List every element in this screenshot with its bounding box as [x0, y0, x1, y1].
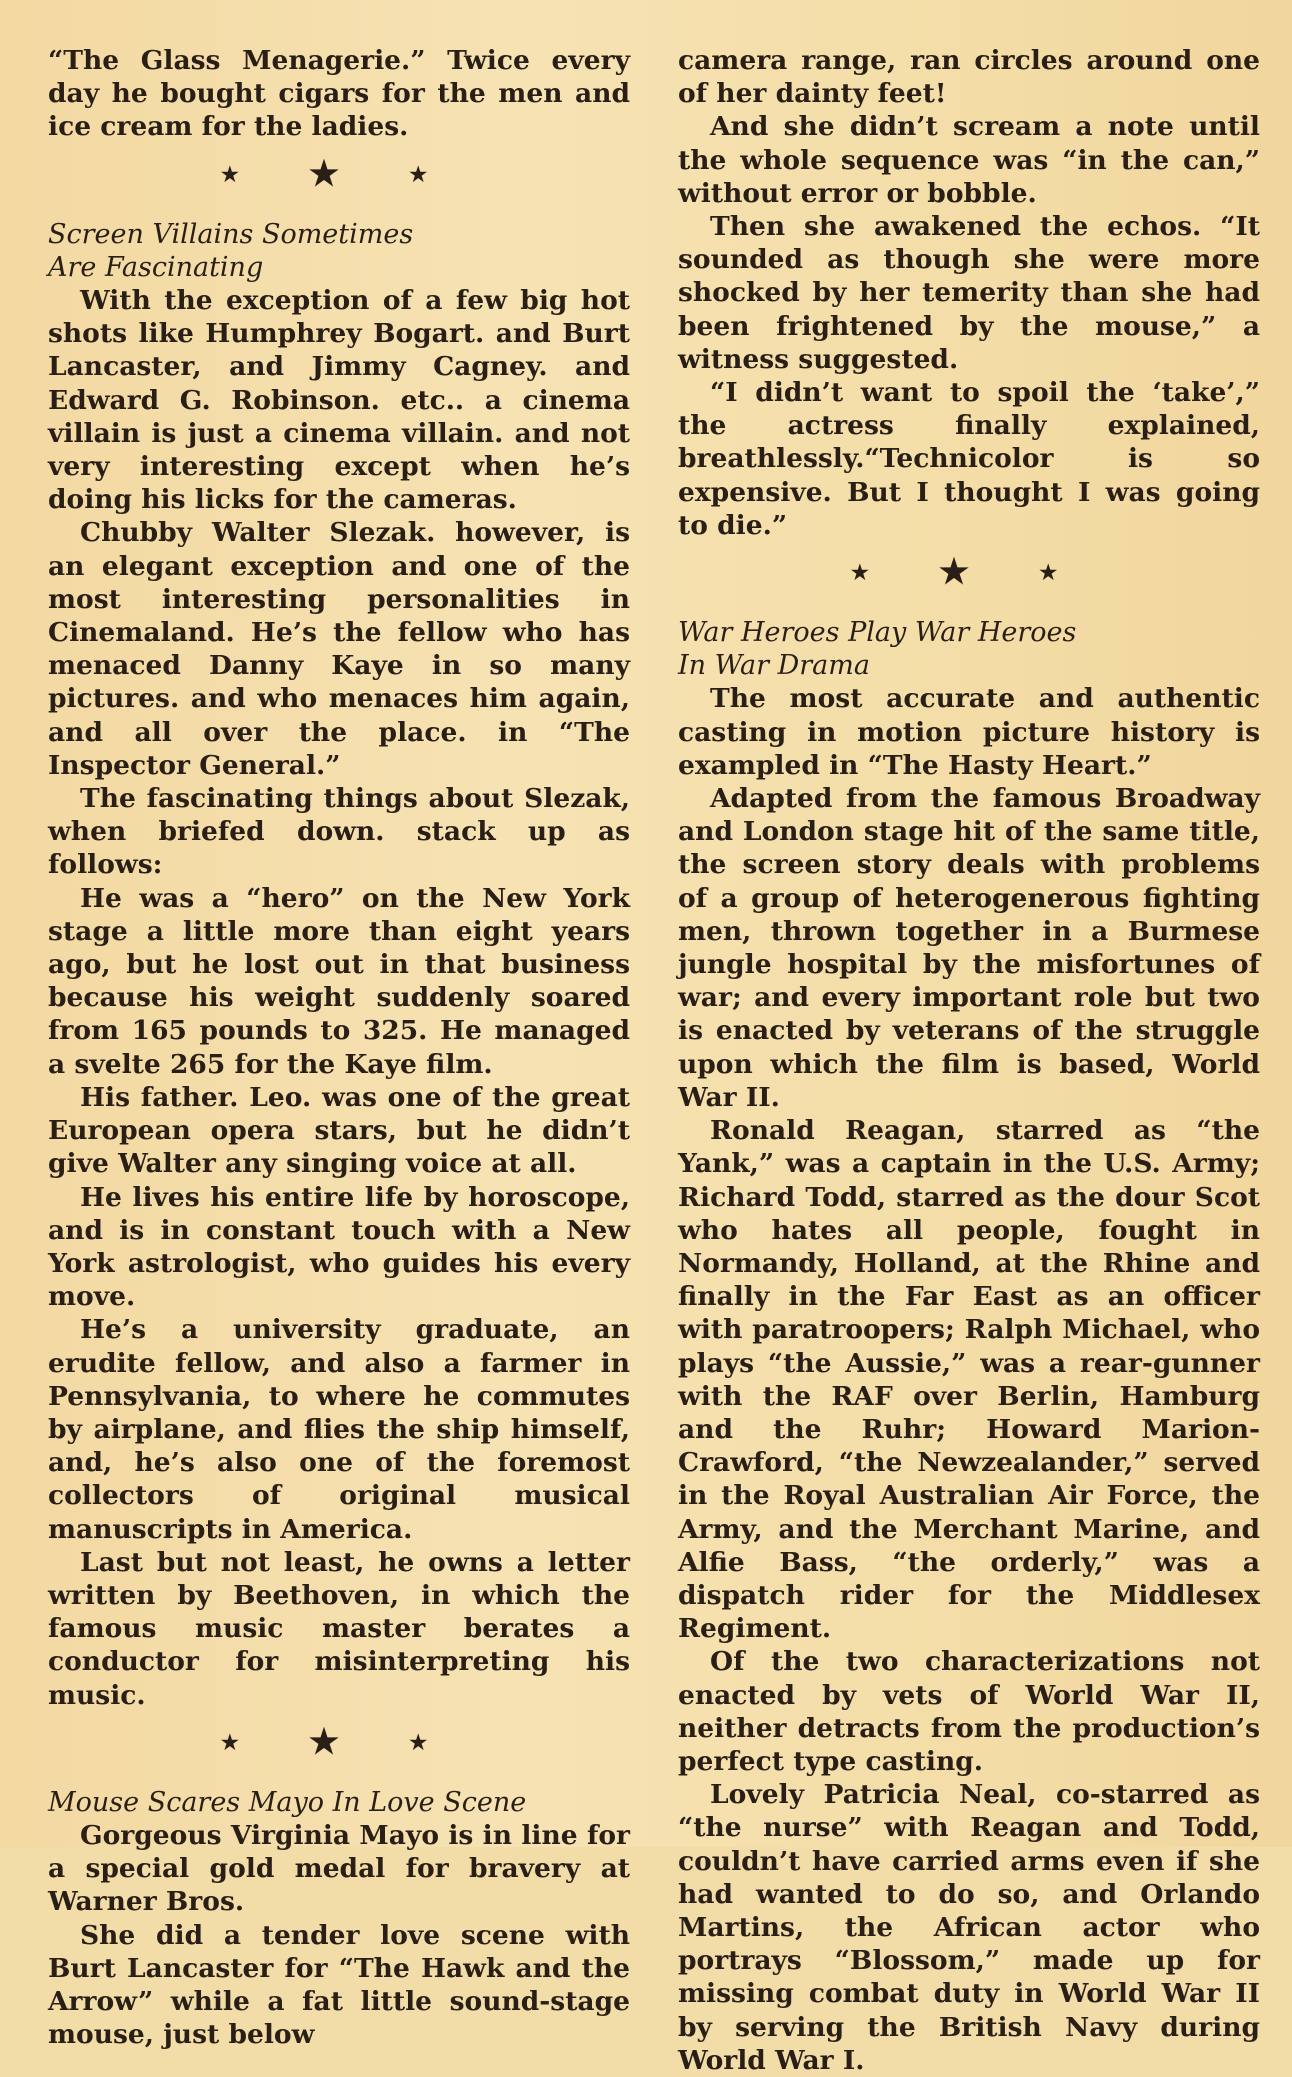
paragraph: He was a “hero” on the New York stage a little more than eight years ago, but he lost out in that business because his weight suddenly soared from 165 pounds to 325. He managed a svelte 265 for the Kaye film.	[48, 882, 630, 1080]
paragraph: The most accurate and authentic casting in motion picture history is exampled in “The Hasty Heart.”	[678, 683, 1260, 781]
heading-line: Are Fascinating	[48, 251, 264, 283]
paragraph: Last but not least, he owns a letter written by Beethoven, in which the famous music master berates a conductor for misinterpreting his music.	[48, 1546, 630, 1711]
star-icon: ★	[409, 1730, 428, 1755]
section-divider-3	[678, 552, 1260, 593]
paragraph: Adapted from the famous Broadway and London stage hit of the same title, the screen story deals with problems of a group of heterogenerous fighting men, thrown together in a Burmese jungle hospital by the misfortunes of war; and every important role but two is enacted by veterans of the struggle upon which the film is based, World War II.	[678, 783, 1260, 1113]
paragraph: And she didn’t scream a note until the whole sequence was “in the can,” without error or bobble.	[678, 111, 1260, 209]
paragraph: He’s a university graduate, an erudite fellow, and also a farmer in Pennsylvania, to where he commutes by airplane, and flies the ship himself, and, he’s also one of the foremost collectors of original musical manuscripts in America.	[48, 1314, 630, 1545]
star-icon: ★	[220, 1730, 239, 1755]
paragraph: Then she awakened the echos. “It sounded as though she were more shocked by her temerity than she had been frightened by the mouse,” a witness suggested.	[678, 211, 1260, 375]
paragraph: Lovely Patricia Neal, co-starred as “the nurse” with Reagan and Todd, couldn’t have carried arms even if she had wanted to do so, and Orlando Martins, the African actor who portrays “Blossom,” made up for missing combat duty in World War II by serving the British Navy during World War I.	[678, 1779, 1260, 2076]
star-icon: ★	[850, 560, 869, 585]
paragraph: Ronald Reagan, starred as “the Yank,” was a captain in the U.S. Army; Richard Todd, starred as the dour Scot who hates all people, fought in Normandy, Holland, at the Rhine and finally in the Far East as an officer with paratroopers; Ralph Michael, who plays “the Aussie,” was a rear-gunner with the RAF over Berlin, Hamburg and the Ruhr; Howard Marion-Crawford, “the Newzealander,” served in the Royal Australian Air Force, the Army, and the Merchant Marine, and Alfie Bass, “the orderly,” was a dispatch rider for the Middlesex Regiment.	[678, 1115, 1260, 1645]
star-icon: ★	[308, 154, 340, 194]
right-column	[678, 44, 1260, 2077]
paragraph: The fascinating things about Slezak, when briefed down. stack up as follows:	[48, 783, 630, 881]
paragraph: Chubby Walter Slezak. however, is an elegant exception and one of the most interesting personalities in Cinemaland. He’s the fellow who has menaced Danny Kaye in so many pictures. and who menaces him again, and all over the place. in “The Inspector General.”	[48, 517, 630, 781]
paragraph: Of the two characterizations not enacted by vets of World War II, neither detracts from the production’s perfect type casting.	[678, 1646, 1260, 1777]
paragraph: With the exception of a few big hot shots like Humphrey Bogart. and Burt Lancaster, and Jimmy Cagney. and Edward G. Robinson. etc.. a cinema villain is just a cinema villain. and not very interesting except when he’s doing his licks for the cameras.	[48, 285, 630, 516]
section-heading-villains	[48, 218, 630, 284]
star-icon: ★	[220, 162, 239, 186]
star-icon: ★	[1039, 560, 1058, 585]
heading-line: In War Drama	[678, 650, 870, 682]
star-icon: ★	[308, 1722, 340, 1763]
intro-paragraph: “The Glass Menagerie.” Twice every day he bought cigars for the men and ice cream for the ladies.	[48, 45, 630, 143]
paragraph: He lives his entire life by horoscope, and is in constant touch with a New York astrologist, who guides his every move.	[48, 1181, 630, 1313]
section-heading-war-heroes	[678, 616, 1260, 682]
section-divider-1	[48, 154, 630, 194]
star-icon: ★	[938, 552, 970, 593]
star-icon: ★	[409, 162, 428, 186]
left-column	[48, 44, 630, 2051]
heading-line: War Heroes Play War Heroes	[678, 617, 1077, 649]
paragraph: “I didn’t want to spoil the ‘take’,” the actress finally explained, breathlessly.“Technicolor is so expensive. But I thought I was going to die.”	[678, 377, 1260, 541]
paragraph: His father. Leo. was one of the great European opera stars, but he didn’t give Walter any singing voice at all.	[48, 1081, 630, 1180]
section-divider-2	[48, 1722, 630, 1763]
heading-line: Screen Villains Sometimes	[48, 218, 414, 250]
paragraph: She did a tender love scene with Burt Lancaster for “The Hawk and the Arrow” while a fat little sound-stage mouse, just below	[48, 1919, 630, 2051]
continuation-paragraph: camera range, ran circles around one of her dainty feet!	[678, 45, 1260, 110]
paragraph: Gorgeous Virginia Mayo is in line for a special gold medal for bravery at Warner Bros.	[48, 1819, 630, 1918]
section-heading-mouse: Mouse Scares Mayo In Love Scene	[48, 1786, 527, 1818]
